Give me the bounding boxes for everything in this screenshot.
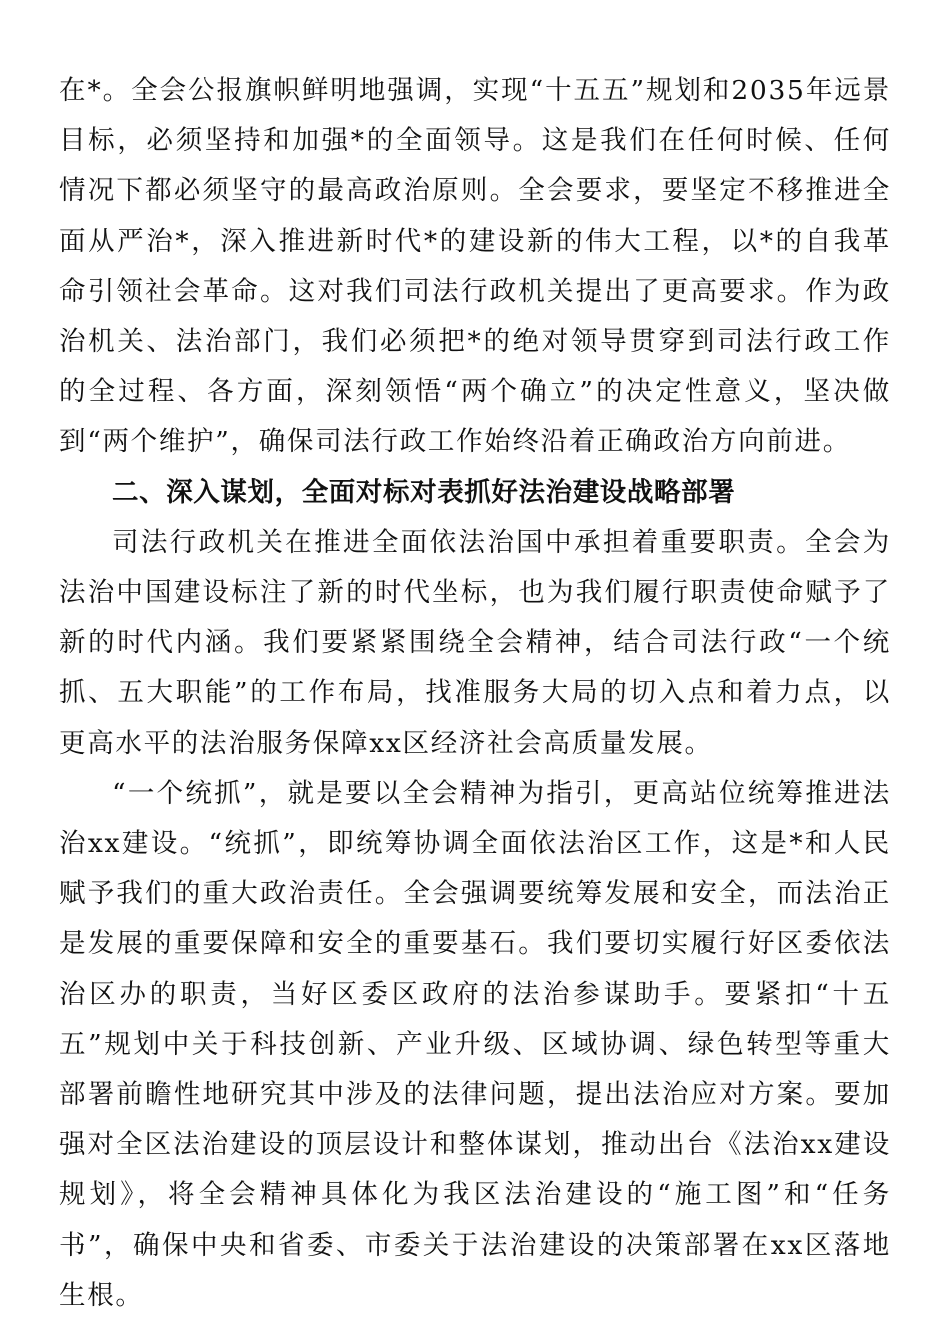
paragraph-2: 司法行政机关在推进全面依法治国中承担着重要职责。全会为法治中国建设标注了新的时代坐标，也为我们履行职责使命赋予了新的时代内涵。我们要紧紧围绕全会精神，结合司法行政“一个统抓、五大职能”的工作布局，找准服务大局的切入点和着力点，以更高水平的法治服务保障xx区经济社会高质量发展。 — [59, 526, 891, 759]
paragraph-1: 在*。全会公报旗帜鲜明地强调，实现“十五五”规划和2035年远景目标，必须坚持和加强*的全面领导。这是我们在任何时候、任何情况下都必须坚守的最高政治原则。全会要求，要坚定不移推进全面从严治*，深入推进新时代*的建设新的伟大工程，以*的自我革命引领社会革命。这对我们司法行政机关提出了更高要求。作为政治机关、法治部门，我们必须把*的绝对领导贯穿到司法行政工作的全过程、各方面，深刻领悟“两个确立”的决定性意义，坚决做到“两个维护”，确保司法行政工作始终沿着正确政治方向前进。 — [59, 75, 891, 458]
section-heading-2: 二、深入谋划，全面对标对表抓好法治建设战略部署 — [112, 476, 736, 508]
document-body — [59, 66, 891, 1321]
paragraph-3: “一个统抓”，就是要以全会精神为指引，更高站位统筹推进法治xx建设。“统抓”，即统筹协调全面依法治区工作，这是*和人民赋予我们的重大政治责任。全会强调要统筹发展和安全，而法治正是发展的重要保障和安全的重要基石。我们要切实履行好区委依法治区办的职责，当好区委区政府的法治参谋助手。要紧扣“十五五”规划中关于科技创新、产业升级、区域协调、绿色转型等重大部署前瞻性地研究其中涉及的法律问题，提出法治应对方案。要加强对全区法治建设的顶层设计和整体谋划，推动出台《法治xx建设规划》，将全会精神具体化为我区法治建设的“施工图”和“任务书”，确保中央和省委、市委关于法治建设的决策部署在xx区落地生根。 — [59, 777, 891, 1311]
